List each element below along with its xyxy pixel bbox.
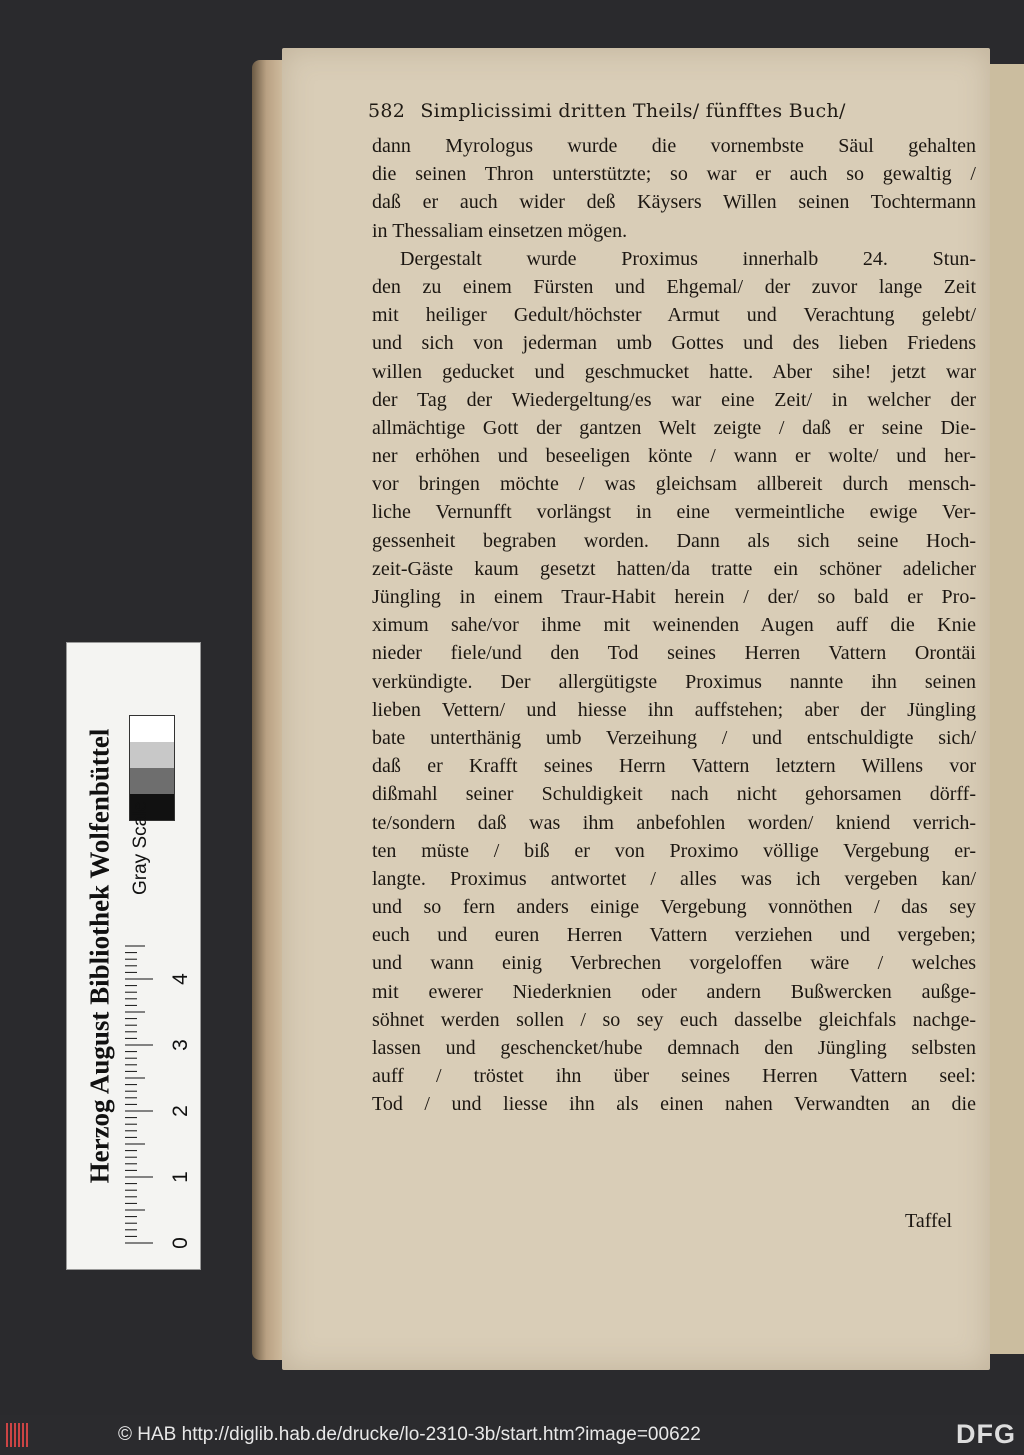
text-line: verkündigte. Der allergütigste Proximus nannte ihn seinen: [372, 670, 976, 693]
text-line: auff / tröstet ihn über seines Herren Vattern seel:: [372, 1065, 976, 1088]
ruler-number: 3: [168, 1039, 192, 1051]
text-line: willen geducket und geschmucket hatte. Aber sihe! jetzt war: [372, 360, 976, 383]
ruler-ticks: [125, 943, 185, 1253]
text-line: ten müste / biß er von Proximo völlige Vergebung er-: [372, 839, 976, 862]
text-line: liche Vernunfft vorlängst in eine vermeintliche ewige Ver-: [372, 501, 976, 524]
text-line: ximum sahe/vor ihme mit weinenden Augen auff die Knie: [372, 614, 976, 637]
text-line: lieben Vettern/ und hiesse ihn auffstehen; aber der Jüngling: [372, 698, 976, 721]
text-line: lassen und geschencket/hube demnach den Jüngling selbsten: [372, 1037, 976, 1059]
text-line: Jüngling in einem Traur-Habit herein / der/ so bald er Pro-: [372, 586, 976, 608]
text-line: langte. Proximus antwortet / alles was ich vergeben kan/: [372, 867, 976, 890]
text-line: nieder fiele/und den Tod seines Herren Vattern Orontäi: [372, 642, 976, 665]
text-line: in Thessaliam einsetzen mögen.: [372, 219, 628, 242]
text-line: dißmahl seiner Schuldigkeit nach nicht gehorsamen dörff-: [372, 783, 976, 806]
ruler-number: 4: [168, 973, 192, 985]
catchword: Taffel: [905, 1210, 953, 1232]
text-line: mit heiliger Gedult/höchster Armut und Verachtung gelebt/: [372, 304, 976, 327]
dfg-logo: DFG: [956, 1419, 1016, 1449]
copyright-link[interactable]: © HAB http://diglib.hab.de/drucke/lo-2310-3b/start.htm?image=00622: [118, 1424, 701, 1445]
text-line: und so fern anders einige Vergebung vonnöthen / das sey: [372, 896, 976, 919]
text-line: bate unterthänig umb Verzeihung / und entschuldigte sich/: [372, 726, 976, 749]
text-line: dann Myrologus wurde die vornembste Säul gehalten: [372, 135, 976, 157]
text-line: daß er auch wider deß Käysers Willen seinen Tochtermann: [372, 191, 976, 214]
text-line: euch und euren Herren Vattern verziehen und vergeben;: [372, 924, 976, 947]
text-line: söhnet werden sollen / so sey euch dasselbe gleichfals nachge-: [372, 1008, 976, 1031]
page-number: 582: [368, 100, 406, 122]
text-line: den zu einem Fürsten und Ehgemal/ der zuvor lange Zeit: [372, 275, 976, 298]
gray-scale-label: Gray Scale: [130, 801, 151, 895]
hab-logo-icon: [6, 1423, 36, 1447]
text-line: Dergestalt wurde Proximus innerhalb 24. Stun-: [400, 247, 976, 270]
gray-swatch: [130, 716, 174, 742]
ruler-number: 1: [168, 1171, 192, 1183]
facing-page-edge: [990, 64, 1024, 1354]
page-text: [372, 132, 976, 1119]
running-title: Simplicissimi dritten Theils/ fünfftes Buch/: [420, 100, 846, 122]
text-line: die seinen Thron unterstützte; so war er auch so gewaltig /: [372, 163, 976, 186]
ruler-number: 2: [168, 1105, 192, 1117]
text-line: daß er Krafft seines Herrn Vattern letztern Willens vor: [372, 755, 976, 778]
page-header: [368, 100, 978, 122]
library-label: Herzog August Bibliothek Wolfenbüttel: [84, 728, 115, 1184]
text-line: mit ewerer Niederknien oder andern Bußwercken außge-: [372, 980, 976, 1003]
gray-swatch: [130, 742, 174, 768]
text-line: gessenheit begraben worden. Dann als sich seine Hoch-: [372, 529, 976, 552]
footer-bar: [0, 1415, 1024, 1455]
text-line: te/sondern daß was ihm anbefohlen worden/ kniend verrich-: [372, 811, 976, 834]
text-line: der Tag der Wiedergeltung/es war eine Zeit/ in welcher der: [372, 388, 976, 411]
text-line: und sich von jederman umb Gottes und des lieben Friedens: [372, 332, 976, 355]
ruler-number: 0: [168, 1237, 192, 1249]
gray-swatch: [130, 768, 174, 794]
text-line: zeit-Gäste kaum gesetzt hatten/da tratte ein schöner adelicher: [372, 557, 976, 580]
text-line: allmächtige Gott der gantzen Welt zeigte / daß er seine Die-: [372, 416, 976, 439]
text-line: Tod / und liesse ihn als einen nahen Verwandten an die: [372, 1093, 976, 1116]
text-line: und wann einig Verbrechen vorgeloffen wäre / welches: [372, 952, 976, 975]
gray-scale-ruler: [66, 642, 201, 1270]
text-line: vor bringen möchte / was gleichsam allbereit durch mensch-: [372, 473, 976, 496]
text-line: ner erhöhen und beseeligen könte / wann er wolte/ und her-: [372, 445, 976, 468]
